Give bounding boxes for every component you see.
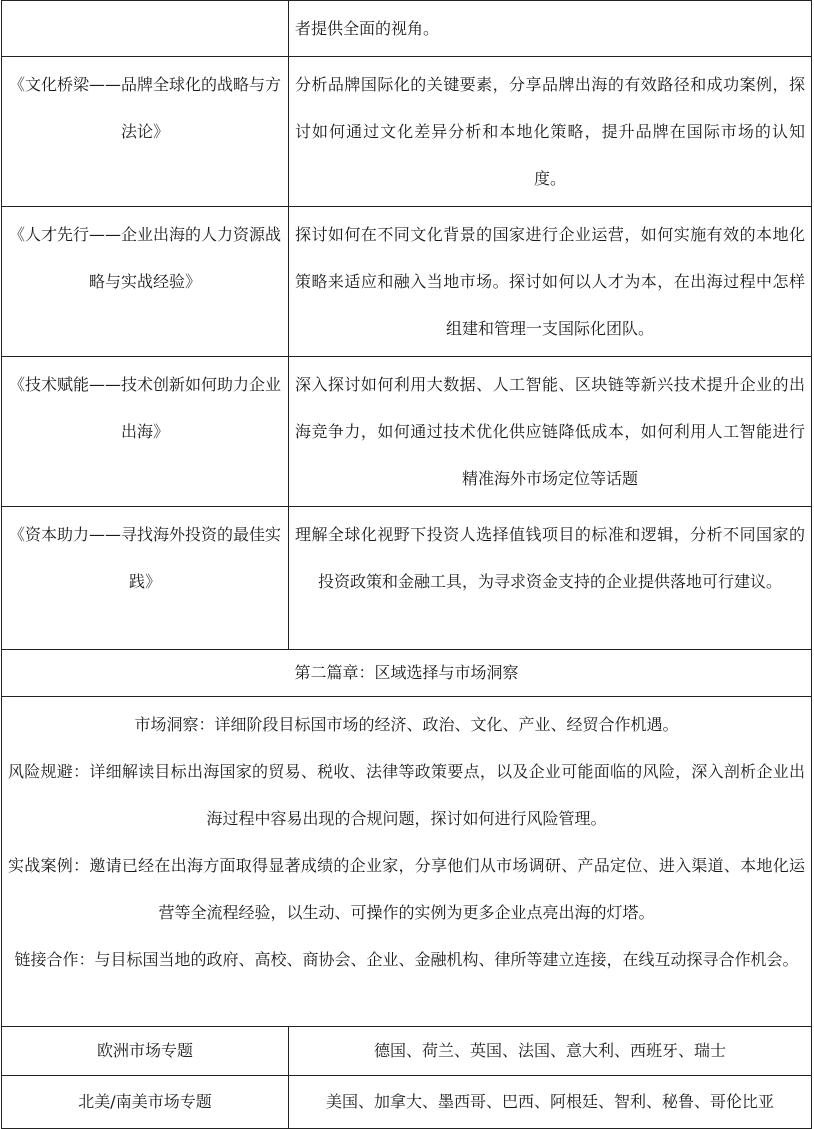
- session-title-cell: 《文化桥梁——品牌全球化的战略与方法论》: [2, 57, 289, 207]
- topic-countries-cell: 美国、加拿大、墨西哥、巴西、阿根廷、智利、秘鲁、哥伦比亚: [289, 1076, 812, 1129]
- session-title-cell: 《技术赋能——技术创新如何助力企业出海》: [2, 357, 289, 507]
- table-row: [2, 357, 812, 507]
- session-description-cell: 分析品牌国际化的关键要素，分享品牌出海的有效路径和成功案例，探讨如何通过文化差异分析和本地化策略，提升品牌在国际市场的认知度。: [289, 57, 812, 207]
- chapter-heading: 第二篇章：区域选择与市场洞察: [2, 650, 812, 697]
- program-table: [1, 0, 812, 1129]
- table-row: [2, 1, 812, 57]
- topic-name-cell: 北美/南美市场专题: [2, 1076, 289, 1129]
- market-insight-paragraph: 市场洞察：详细阶段目标国市场的经济、政治、文化、产业、经贸合作机遇。: [134, 715, 679, 734]
- table-row: [2, 507, 812, 650]
- table-row: [2, 697, 812, 1027]
- table-row: [2, 57, 812, 207]
- table-row: [2, 650, 812, 697]
- risk-avoidance-paragraph: 风险规避：详细解读目标出海国家的贸易、税收、法律等政策要点，以及企业可能面临的风险，深入剖析企业出海过程中容易出现的合规问题，探讨如何进行风险管理。: [8, 762, 805, 828]
- cooperation-paragraph: 链接合作：与目标国当地的政府、高校、商协会、企业、金融机构、律所等建立连接，在线互动探寻合作机会。: [14, 950, 799, 969]
- session-description-cell: 深入探讨如何利用大数据、人工智能、区块链等新兴技术提升企业的出海竞争力，如何通过技术优化供应链降低成本，如何利用人工智能进行精准海外市场定位等话题: [289, 357, 812, 507]
- document-page: [1, 0, 812, 1129]
- session-description-cell: 探讨如何在不同文化背景的国家进行企业运营，如何实施有效的本地化策略来适应和融入当地市场。探讨如何以人才为本，在出海过程中怎样组建和管理一支国际化团队。: [289, 207, 812, 357]
- session-title-cell: [2, 1, 289, 57]
- table-row: [2, 207, 812, 357]
- session-description-cell: 者提供全面的视角。: [289, 1, 812, 57]
- session-description-cell: 理解全球化视野下投资人选择值钱项目的标准和逻辑，分析不同国家的投资政策和金融工具，为寻求资金支持的企业提供落地可行建议。: [289, 507, 812, 650]
- case-study-paragraph: 实战案例：邀请已经在出海方面取得显著成绩的企业家，分享他们从市场调研、产品定位、进入渠道、本地化运营等全流程经验，以生动、可操作的实例为更多企业点亮出海的灯塔。: [8, 856, 805, 922]
- chapter-content-cell: [2, 697, 812, 1027]
- session-title-cell: 《人才先行——企业出海的人力资源战略与实战经验》: [2, 207, 289, 357]
- topic-countries-cell: 德国、荷兰、英国、法国、意大利、西班牙、瑞士: [289, 1027, 812, 1076]
- table-row: [2, 1076, 812, 1129]
- table-row: [2, 1027, 812, 1076]
- session-title-cell: 《资本助力——寻找海外投资的最佳实践》: [2, 507, 289, 650]
- topic-name-cell: 欧洲市场专题: [2, 1027, 289, 1076]
